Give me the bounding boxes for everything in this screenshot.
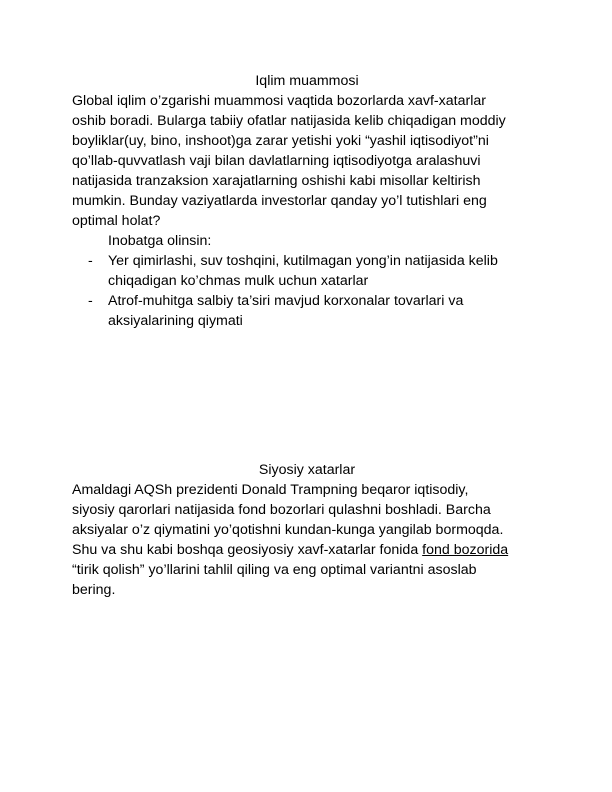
list-item-line: Atrof-muhitga salbiy ta’siri mavjud korxonalar tovarlari va [108, 293, 464, 309]
paragraph-line: mumkin. Bunday vaziyatlarda investorlar qanday yo’l tutishlari eng [72, 193, 487, 209]
list-item [72, 251, 542, 291]
list-item-line: Yer qimirlashi, suv toshqini, kutilmagan yong’in natijasida kelib [108, 253, 498, 269]
list-item-line: chiqadigan ko’chmas mulk uchun xatarlar [108, 273, 369, 289]
paragraph-line: natijasida tranzaksion xarajatlarning oshishi kabi misollar keltirish [72, 173, 481, 189]
climate-heading: Iqlim muammosi [255, 73, 359, 89]
list-item [72, 291, 542, 331]
paragraph-line: bering. [72, 582, 116, 598]
paragraph-line-text: Shu va shu kabi boshqa geosiyosiy xavf-xatarlar fonida [72, 542, 423, 558]
paragraph-line: Global iqlim o’zgarishi muammosi vaqtida bozorlarda xavf-xatarlar [72, 93, 486, 109]
paragraph-line: oshib boradi. Bularga tabiiy ofatlar natijasida kelib chiqadigan moddiy [72, 113, 506, 129]
paragraph-line-with-underline [72, 540, 542, 560]
political-paragraph [72, 480, 542, 600]
consideration-list [72, 251, 542, 331]
list-item-line: aksiyalarining qiymati [108, 313, 243, 329]
consideration-note: Inobatga olinsin: [108, 233, 212, 249]
paragraph-line: optimal holat? [72, 213, 161, 229]
bullet-dash: - [88, 253, 93, 269]
paragraph-line: boyliklar(uy, bino, inshoot)ga zarar yetishi yoki “yashil iqtisodiyot”ni [72, 133, 489, 149]
bullet-dash: - [88, 293, 93, 309]
climate-paragraph [72, 91, 542, 231]
paragraph-line: Amaldagi AQSh prezidenti Donald Trampning beqaror iqtisodiy, [72, 482, 469, 498]
paragraph-line: aksiyalar o’z qiymatini yo’qotishni kundan-kunga yangilab bormoqda. [72, 522, 504, 538]
climate-section [72, 71, 542, 331]
underlined-phrase: fond bozorida [422, 542, 509, 558]
paragraph-line: “tirik qolish” yo’llarini tahlil qiling va eng optimal variantni asoslab [72, 562, 477, 578]
political-heading: Siyosiy xatarlar [258, 462, 356, 478]
paragraph-line: siyosiy qarorlari natijasida fond bozorlari qulashni boshladi. Barcha [72, 502, 491, 518]
political-section [72, 460, 542, 600]
paragraph-line: qo’llab-quvvatlash vaji bilan davlatlarning iqtisodiyotga aralashuvi [72, 153, 481, 169]
